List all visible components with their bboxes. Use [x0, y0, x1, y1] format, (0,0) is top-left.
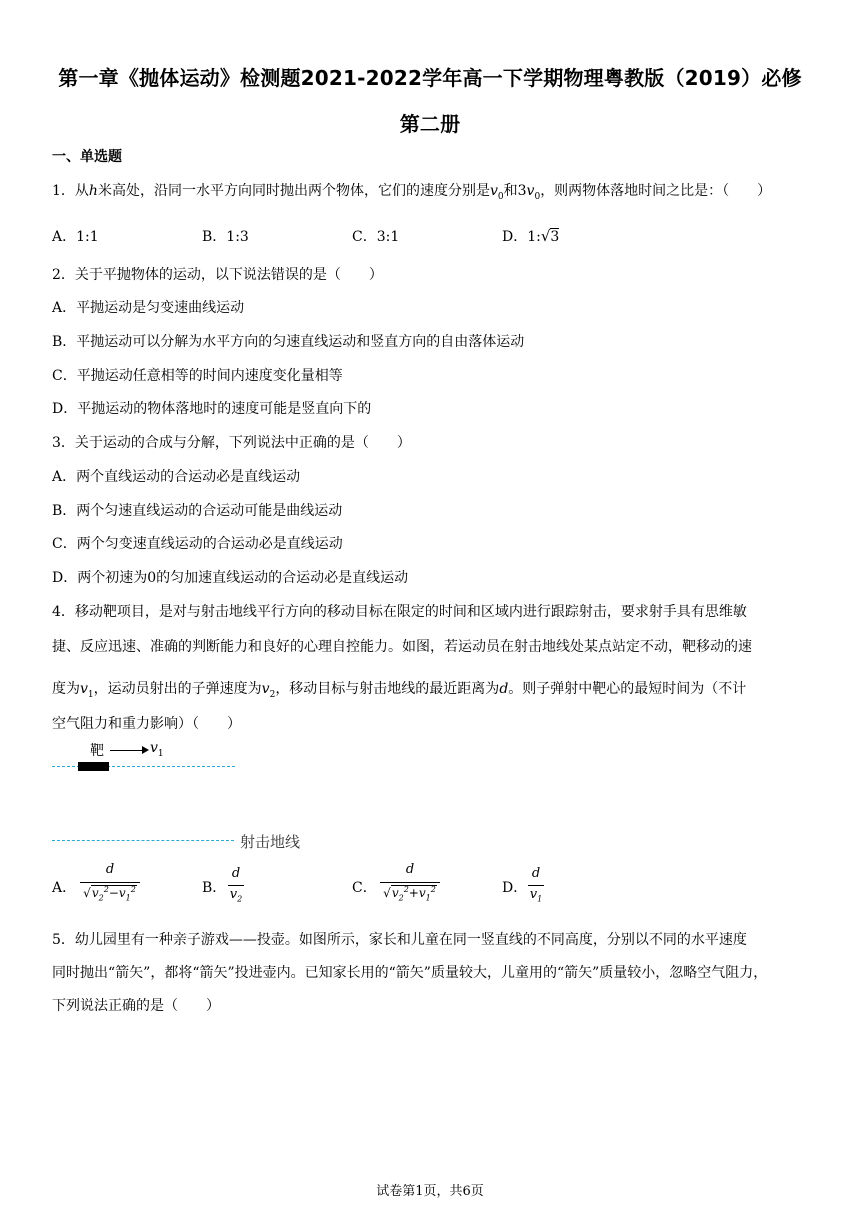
figure-target-label: 靶	[90, 743, 104, 759]
question-4-line4: 空气阻力和重力影响）（ ）	[52, 716, 241, 732]
question-4-line2: 捷、反应迅速、准确的判断能力和良好的心理自控能力。如图，若运动员在射击地线处某点站定不动，靶移动的速	[52, 639, 752, 655]
q1-option-c: C．3:1	[352, 229, 400, 245]
q3-option-a: A．两个直线运动的合运动必是直线运动	[52, 469, 301, 485]
question-5-line2: 同时抛出“箭矢”，都将“箭矢”投进壶内。已知家长用的“箭矢”质量较大，儿童用的“箭矢”质量较小，忽略空气阻力，	[52, 965, 768, 981]
arrow-head-icon	[142, 746, 149, 754]
q4-option-b-fraction: d $v_2$	[229, 866, 243, 904]
q4-option-b-label: B．	[202, 880, 227, 896]
q1-option-d: D．1:√3	[502, 227, 560, 245]
q2-option-b: B．平抛运动可以分解为水平方向的匀速直线运动和竖直方向的自由落体运动	[52, 334, 525, 350]
question-5-line1: 5．幼儿园里有一种亲子游戏——投壶。如图所示，家长和儿童在同一竖直线的不同高度，分别以不同的水平速度	[52, 932, 747, 948]
question-4-line1: 4．移动靶项目，是对与射击地线平行方向的移动目标在限定的时间和区域内进行跟踪射击，要求射手具有思维敏	[52, 604, 747, 620]
section-heading: 一、单选题	[52, 149, 122, 165]
velocity-arrow	[110, 750, 144, 751]
question-1-stem: 1．从h米高处，沿同一水平方向同时抛出两个物体，它们的速度分别是$v_0$和$3v_0$，则两物体落地时间之比是：（ ）	[52, 183, 772, 202]
q4-option-c-label: C．	[352, 880, 377, 896]
q4-option-d-label: D．	[502, 880, 528, 896]
q4-option-a-label: A．	[52, 880, 77, 896]
q2-option-a: A．平抛运动是匀变速曲线运动	[52, 300, 245, 316]
q1-option-b: B．1:3	[202, 229, 249, 245]
q4-option-c-fraction: d $√v_2^2+v_1^2$	[380, 862, 440, 908]
q1-option-a: A．1:1	[52, 229, 99, 245]
target-block	[78, 762, 109, 771]
q3-option-c: C．两个匀变速直线运动的合运动必是直线运动	[52, 536, 343, 552]
q2-option-d: D．平抛运动的物体落地时的速度可能是竖直向下的	[52, 401, 372, 417]
q4-option-a-fraction: d $√v_2^2-v_1^2$	[80, 862, 140, 908]
question-3-stem: 3．关于运动的合成与分解，下列说法中正确的是（ ）	[52, 435, 411, 451]
question-4-line3: 度为$v_1$，运动员射出的子弹速度为$v_2$，移动目标与射击地线的最近距离为d。则子弹射中靶心的最短时间为（不计	[52, 681, 747, 700]
doc-title-line1: 第一章《抛体运动》检测题2021-2022学年高一下学期物理粤教版（2019）必修	[58, 66, 802, 90]
q3-option-d: D．两个初速为0的匀加速直线运动的合运动必是直线运动	[52, 570, 409, 586]
q4-option-d-fraction: d $v_1$	[529, 866, 543, 904]
doc-title-line2: 第二册	[399, 112, 461, 136]
figure-ground-label: 射击地线	[240, 833, 301, 851]
q3-option-b: B．两个匀速直线运动的合运动可能是曲线运动	[52, 503, 343, 519]
page-footer: 试卷第1页，共6页	[376, 1184, 484, 1199]
figure-velocity-label: $v_1$	[150, 740, 164, 759]
q2-option-c: C．平抛运动任意相等的时间内速度变化量相等	[52, 368, 343, 384]
question-2-stem: 2．关于平抛物体的运动，以下说法错误的是（ ）	[52, 267, 383, 283]
firing-ground-line	[52, 840, 234, 841]
question-5-line3: 下列说法正确的是（ ）	[52, 998, 220, 1014]
